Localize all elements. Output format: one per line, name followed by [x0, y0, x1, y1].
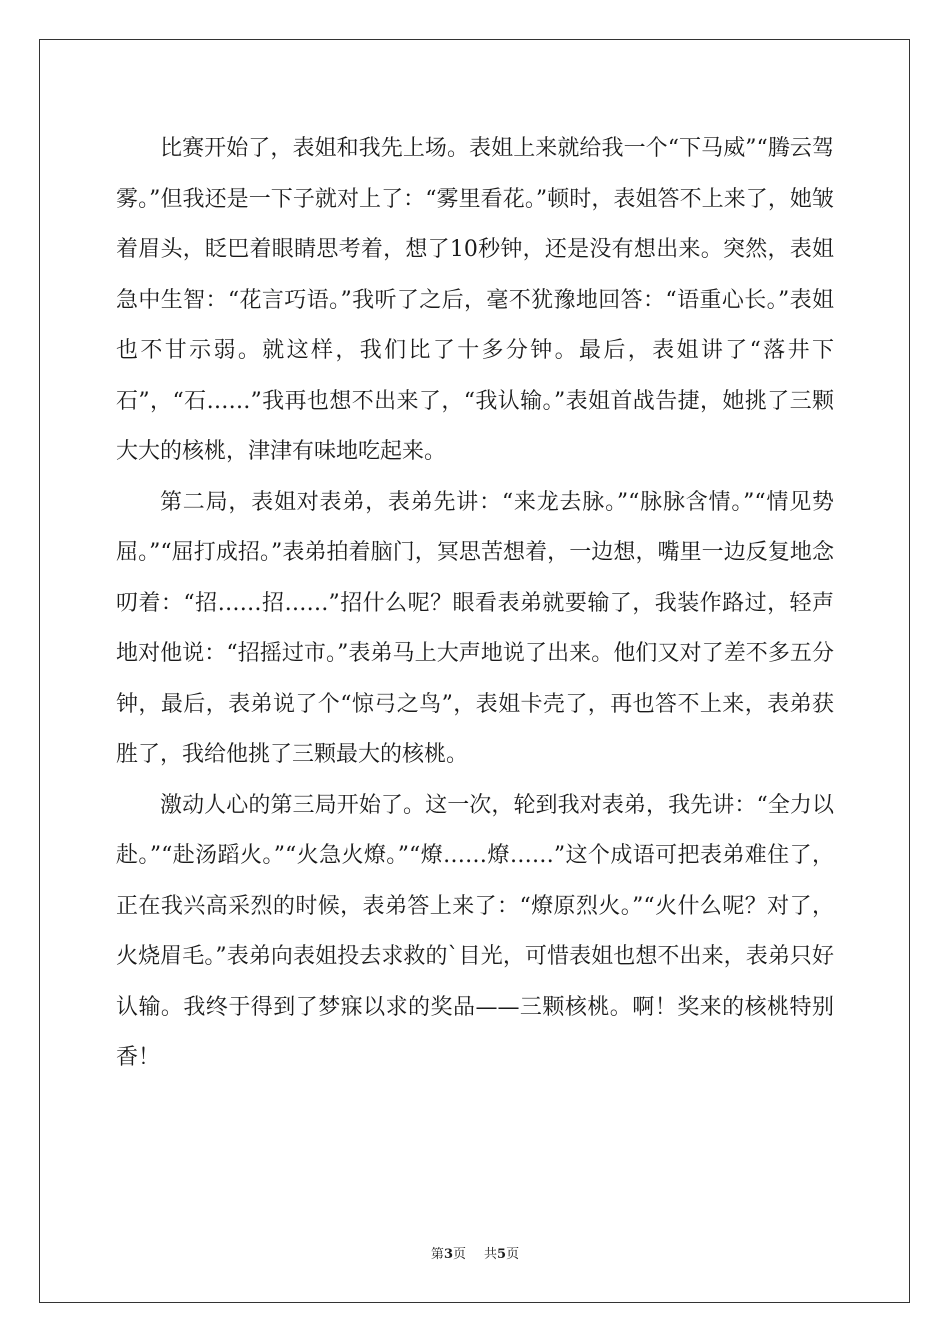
total-page-number: 5 [497, 1247, 507, 1262]
page-prefix: 第 [430, 1247, 444, 1262]
paragraph-2: 第二局，表姐对表弟，表弟先讲：“来龙去脉。”“脉脉含情。”“情见势屈。”“屈打成招。”表弟拍着脑门，冥思苦想着，一边想，嘴里一边反复地念叨着：“招……招……”招什么呢？眼看表弟就要输了，我装作路过，轻声地对他说：“招摇过市。”表弟马上大声地说了出来。他们又对了差不多五分钟，最后，表弟说了个“惊弓之鸟”，表姐卡壳了，再也答不上来，表弟获胜了，我给他挑了三颗最大的核桃。 [116, 489, 834, 767]
total-suffix: 页 [506, 1247, 520, 1262]
paragraph-1: 比赛开始了，表姐和我先上场。表姐上来就给我一个“下马威”“腾云驾雾。”但我还是一下子就对上了：“雾里看花。”顿时，表姐答不上来了，她皱着眉头，眨巴着眼睛思考着，想了10秒钟，还是没有想出来。突然，表姐急中生智：“花言巧语。”我听了之后，毫不犹豫地回答：“语重心长。”表姐也不甘示弱。就这样，我们比了十多分钟。最后，表姐讲了“落井下石”，“石……”我再也想不出来了，“我认输。”表姐首战告捷，她挑了三颗大大的核桃，津津有味地吃起来。 [116, 136, 834, 464]
page-footer [0, 1245, 950, 1265]
paragraph-3: 激动人心的第三局开始了。这一次，轮到我对表弟，我先讲：“全力以赴。”“赴汤蹈火。”“火急火燎。”“燎……燎……”这个成语可把表弟难住了，正在我兴高采烈的时候，表弟答上来了：“燎原烈火。”“火什么呢？对了，火烧眉毛。”表弟向表姐投去求救的`目光，可惜表姐也想不出来，表弟只好认输。我终于得到了梦寐以求的奖品——三颗核桃。啊！奖来的核桃特别香！ [116, 792, 834, 1070]
document-body [116, 124, 834, 1084]
page-suffix: 页 [452, 1247, 466, 1262]
current-page-number: 3 [443, 1247, 453, 1262]
total-prefix: 共 [484, 1247, 498, 1262]
